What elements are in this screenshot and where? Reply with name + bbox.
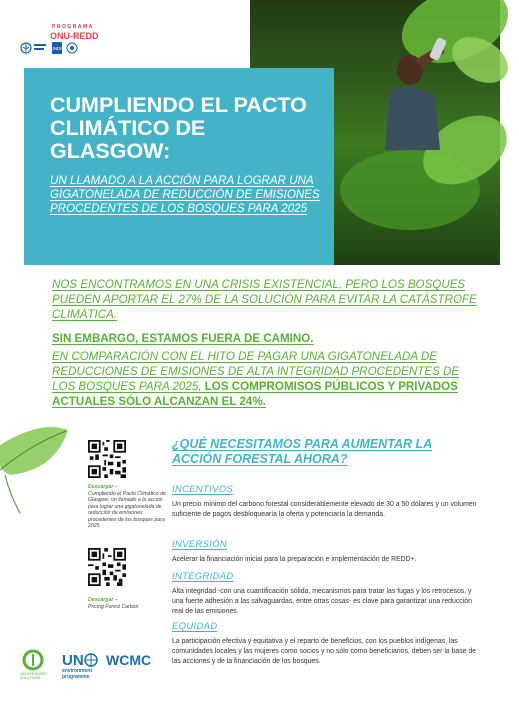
wcmc-logo-text: WCMC xyxy=(106,652,152,668)
download-caption-pricing[interactable] xyxy=(88,597,170,610)
comparison-text: EN COMPARACIÓN CON EL HITO DE PAGAR UNA GIGATONELADA DE REDUCCIONES DE EMISIONES DE ALTA INTEGRIDAD PROCEDENTES DE LOS BOSQUES PARA 2025, xyxy=(52,350,460,393)
download-label: Descargar – xyxy=(88,597,118,603)
person-drinking-figure xyxy=(345,40,465,150)
heading-incentivos: INCENTIVOS xyxy=(172,484,234,495)
footer-logos xyxy=(20,650,220,680)
download-caption-report[interactable] xyxy=(88,484,170,530)
svg-text:UNDP: UNDP xyxy=(50,46,64,51)
text-incentivos: Un precio mínimo del carbono forestal considerablemente elevado de 30 a 50 dólares y un volumen suficiente de pagos desbloquearía la oferta y potenciaría la demanda. xyxy=(172,501,477,518)
heading-inversion: INVERSIÓN xyxy=(172,539,227,550)
qr-code-pricing[interactable] xyxy=(88,548,126,586)
page-subtitle: UN LLAMADO A LA ACCIÓN PARA LOGRAR UNA GIGATONELADA DE REDUCCIÓN DE EMISIONES PROCEDENTES DE LOS BOSQUES PARA 2025 xyxy=(50,174,320,215)
undp-logo-icon xyxy=(52,42,62,54)
comparison-paragraph xyxy=(52,349,482,409)
un-emblem-icon xyxy=(84,653,98,667)
commitments-text: LOS COMPROMISOS PÚBLICOS Y PRIVADOS ACTUALES SÓLO ALCANZAN EL 24%. xyxy=(52,380,458,408)
un-environment-label xyxy=(62,669,92,680)
un-logo-text: UN xyxy=(62,652,84,669)
section-question-title: ¿QUÉ NECESITAMOS PARA AUMENTAR LA ACCIÓN FORESTAL AHORA? xyxy=(172,437,433,466)
hero-box xyxy=(24,68,334,265)
un-environment-line1: environment xyxy=(62,668,93,674)
download-text: Cumpliendo el Pacto Climático de Glasgow: un llamado a la acción para lograr una gigatonelada de reducción de emisiones procedentes de los bosques para 2025 xyxy=(88,490,166,529)
text-integridad: Alta integridad -con una cuantificación sólida, mecanismos para tratar las fugas y los retrocesos, y una fuerte adhesión a las salvaguardas, entre otras cosas- es clave para garantizar una reducción real de las emisiones. xyxy=(172,588,472,615)
text-inversion: Acelerar la financiación inicial para la preparación e implementación de REDD+. xyxy=(172,556,417,563)
off-track-statement: SIN EMBARGO, ESTAMOS FUERA DE CAMINO. xyxy=(52,332,314,345)
heading-integridad: INTEGRIDAD xyxy=(172,571,234,582)
programme-label: PROGRAMA xyxy=(52,24,94,30)
download-text: Pricing Forest Carbon xyxy=(88,603,139,610)
text-equidad: La participación efectiva y equitativa y el reparto de beneficios, con los pueblos indígenas, las comunidades locales y las mujeres como socios y no sólo como beneficiarios, deben ser la base de las acciones y de la financiación de los bosques. xyxy=(172,638,477,665)
heading-equidad: EQUIDAD xyxy=(172,621,218,632)
leaf-decoration-icon xyxy=(0,425,70,515)
unep-logo-icon xyxy=(66,42,78,54)
fao-logo-icon xyxy=(20,42,32,54)
partner-logos xyxy=(20,42,80,56)
brand-logo-text: ONU-REDD xyxy=(50,31,99,41)
un-environment-line2: programme xyxy=(62,673,90,680)
intro-paragraph: NOS ENCONTRAMOS EN UNA CRISIS EXISTENCIAL, PERO LOS BOSQUES PUEDEN APORTAR EL 27% DE LA SOLUCIÓN PARA EVITAR LA CATÁSTROFE CLIMÁTICA. xyxy=(52,278,477,321)
qr-code-report[interactable] xyxy=(88,440,126,478)
download-label: Descargar – xyxy=(88,484,118,490)
page-title: CUMPLIENDO EL PACTO CLIMÁTICO DE GLASGOW: xyxy=(50,93,307,163)
nature-solutions-logo-text: NATURE BASED SOLUTIONS xyxy=(20,672,47,680)
